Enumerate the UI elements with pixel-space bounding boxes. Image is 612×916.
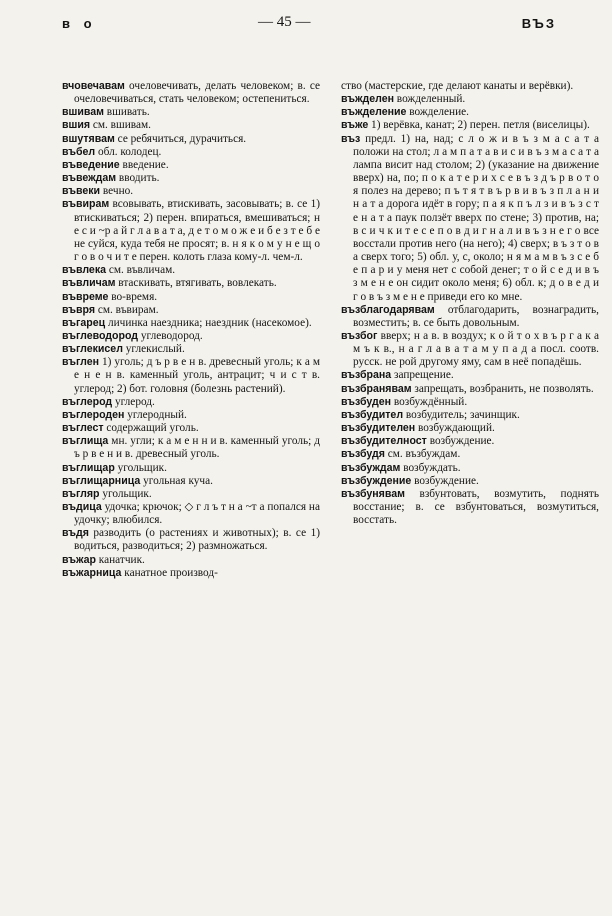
entry-definition: вечно. [100,185,134,198]
entry-definition: мн. угли; к а м е н н и в. каменный уголь; д ъ р в е н и в. древесный уголь. [74,435,320,461]
entry-headword: въвеждам [62,172,117,185]
dictionary-entry [62,343,320,356]
page-number: — 45 — [258,14,311,30]
entry-definition: вшивать. [103,106,150,119]
dictionary-entry [62,462,320,475]
entry-definition: се ребячиться, дурачиться. [114,132,247,145]
header-left-guide: в о [62,16,97,31]
entry-definition: отблагодарить, вознаградить, возместить; в. се быть довольным. [353,303,599,329]
entry-definition: возбуждение. [426,435,495,448]
entry-definition: возбуждать. [400,461,461,474]
entry-definition: см. въвличам. [106,264,176,277]
dictionary-entry [62,527,320,553]
entry-headword: въбел [62,145,96,158]
entry-headword: въвреме [62,290,109,303]
entry-definition: вожделение. [406,106,469,119]
dictionary-entry [341,435,599,448]
entry-definition: запрещать, возбранить, не позволять. [411,382,594,395]
entry-definition: возбудитель; зачинщик. [403,408,520,421]
entry-headword: въглерод [62,395,113,408]
dictionary-entry [341,383,599,396]
dictionary-entry [62,554,320,567]
dictionary-entry [341,119,599,132]
entry-definition: всовывать, втискивать, засовывать; в. се 1) втискиваться; 2) перен. впираться, вмешиваться; н е с и ~р а й г л а в а т а, д е т о м о ж е и б е з т е б е не суйся, куда тебя не просят; в. н я к о м у н е щ о г о в о ч и т е перен. колоть глаза кому-л. чем-л. [74,198,320,264]
entry-definition: вверх; н а в. в воздух; к о й т о х в ъ р г а к а м ъ к в., н а г л а в а т а м у п а д а посл. соотв. русск. не рой другому яму, сам в неё попадёшь. [353,329,599,369]
entry-headword: вшивам [62,106,104,119]
entry-headword: въведение [62,158,120,171]
entry-headword: възбуден [341,395,392,408]
entry-headword: въжар [62,553,96,566]
dictionary-entry [62,356,320,395]
entry-headword: въдя [62,527,89,540]
dictionary-entry [341,422,599,435]
right-column [341,80,599,527]
entry-headword: въвирам [62,198,110,211]
dictionary-entry [62,422,320,435]
dictionary-entry [62,133,320,146]
entry-definition: углеродный. [124,408,187,421]
entry-headword: възбуждам [341,461,401,474]
dictionary-entry [62,198,320,264]
dictionary-entry [341,488,599,527]
entry-definition: канатчик. [95,553,145,566]
entry-headword: въвеки [62,185,101,198]
dictionary-entry [341,304,599,330]
entry-headword: въглест [62,422,104,435]
entry-headword: въгарец [62,316,106,329]
entry-headword: възбудителност [341,435,427,448]
entry-headword: въже [341,119,369,132]
entry-headword: въжделение [341,106,407,119]
entry-definition: личинка наездника; наездник (насекомое). [105,316,312,329]
entry-headword: възбунявам [341,487,405,500]
dictionary-entry [62,488,320,501]
entry-headword: възбуждение [341,474,412,487]
entry-definition: запрещение. [391,369,454,382]
entry-definition: см. въвирам. [95,303,159,316]
dictionary-entry [341,409,599,422]
entry-headword: въглища [62,435,109,448]
entry-definition: см. вшивам. [90,119,151,132]
entry-headword: възбрана [341,369,392,382]
dictionary-entry [341,133,599,304]
dictionary-entry [341,462,599,475]
dictionary-entry [62,409,320,422]
dictionary-entry [62,501,320,527]
dictionary-entry [341,396,599,409]
entry-definition: взбунтовать, возмутить, поднять восстание; в. се взбунтоваться, возмутиться, восстать. [353,487,599,527]
entry-definition: возбуждение. [411,474,479,487]
dictionary-entry [62,146,320,159]
dictionary-entry [62,317,320,330]
entry-definition: возбуждённый. [391,395,468,408]
entry-headword: възбранявам [341,382,412,395]
entry-definition: очеловечивать, делать человеком; в. се очеловечиваться, стать человеком; остепениться. [74,80,320,106]
entry-headword: въвличам [62,277,116,290]
entry-definition: предл. 1) на, над; с л о ж и в ъ з м а с а т а положи на стол; л а м п а т а в и с и в ъ з м а с а т а лампа висит над столом; 2) (указание на движение вверх) на, по; п о к а т е р и х с е в ъ з д ъ р в о т о я полез на дерево; п ъ т я т в ъ р в и в ъ з п л а н и н а т а дорога идёт в гору; п а я к п ъ л з и в ъ з с т е н а т а паук ползёт вверх по стене; 3) против, на; в с и ч к и т е с е п о в д и г н а л и в ъ з н е г о все восстали против него (на него); 4) сверх; в ъ з т о в а сверх того; 5) обл. у, с, около; н я м а м в ъ з с е б е п а р и у меня нет с собой денег; т о й с е д и в ъ з м е н е он сидит около меня; 6) обл. к; д о в е д и г о в ъ з м е н е приведи его ко мне. [353,132,599,303]
entry-headword: въглищарница [62,474,141,487]
dictionary-entry [62,291,320,304]
entry-definition: введение. [119,158,169,171]
entry-headword: въглероден [62,408,125,421]
entry-headword: вчовечавам [62,80,125,92]
entry-headword: въз [341,132,361,145]
dictionary-entry [62,567,320,580]
entry-headword: въжарница [62,566,122,579]
entry-definition: 1) уголь; д ъ р в е н в. древесный уголь; к а м е н е н в. каменный уголь, антрацит; ч и с т в. углерод; 2) бот. головня (болезнь растений). [74,356,320,395]
entry-headword: въгляр [62,487,100,500]
entry-definition: во-время. [108,290,158,303]
header-right-guide: ВЪЗ [521,16,556,31]
dictionary-entry [62,172,320,185]
entry-headword: въвлека [62,264,107,277]
entry-headword: вшия [62,119,91,132]
dictionary-entry [62,435,320,461]
left-column [62,80,320,580]
entry-definition: угольщик. [99,487,152,500]
entry-definition: углекислый. [122,343,185,356]
entry-headword: въглеводород [62,329,139,342]
entry-headword: възблагодарявам [341,303,435,316]
entry-definition: обл. колодец. [95,145,162,158]
entry-definition: см. възбуждам. [384,448,461,461]
entry-definition: канатное производ- [121,566,218,579]
dictionary-entry [341,106,599,119]
entry-headword: възбог [341,329,378,342]
entry-headword: възбудителен [341,422,416,435]
entry-definition: углеводород. [138,329,203,342]
entry-definition: содержащий уголь. [103,422,199,435]
dictionary-entry [341,369,599,382]
entry-definition: разводить (о растениях и животных); в. се 1) водиться, разводиться; 2) размножаться. [74,527,320,553]
dictionary-entry [62,330,320,343]
entry-definition: угольная куча. [140,474,213,487]
dictionary-entry [62,106,320,119]
dictionary-entry [62,80,320,106]
dictionary-entry [341,448,599,461]
dictionary-entry [62,396,320,409]
entry-definition: вожделенный. [393,93,466,106]
entry-continuation: ство (мастерские, где делают канаты и верёвки). [341,80,574,92]
entry-headword: вшутявам [62,132,115,145]
entry-headword: въглекисел [62,343,123,356]
entry-headword: въглен [62,356,100,369]
dictionary-entry [62,475,320,488]
entry-definition: удочка; крючок; ◇ г л ъ т н а ~т а попался на удочку; влюбился. [74,501,320,527]
dictionary-entry [62,304,320,317]
entry-definition: возбуждающий. [415,422,495,435]
dictionary-entry [62,159,320,172]
entry-headword: въжделен [341,93,394,106]
entry-headword: възбудител [341,408,404,421]
dictionary-entry [62,185,320,198]
entry-definition: 1) верёвка, канат; 2) перен. петля (виселицы). [368,119,590,132]
entry-definition: угольщик. [114,461,167,474]
page-header [0,14,612,36]
entry-headword: въдица [62,501,102,513]
dictionary-entry [341,93,599,106]
entry-definition: углерод. [112,395,155,408]
dictionary-entry [62,119,320,132]
dictionary-entry [62,277,320,290]
entry-headword: възбудя [341,448,385,461]
dictionary-entry [341,475,599,488]
entry-definition: вводить. [116,172,160,185]
entry-headword: въглищар [62,461,115,474]
dictionary-entry [62,264,320,277]
dictionary-entry [341,330,599,369]
entry-definition: втаскивать, втягивать, вовлекать. [115,277,277,290]
entry-headword: въвря [62,303,95,316]
